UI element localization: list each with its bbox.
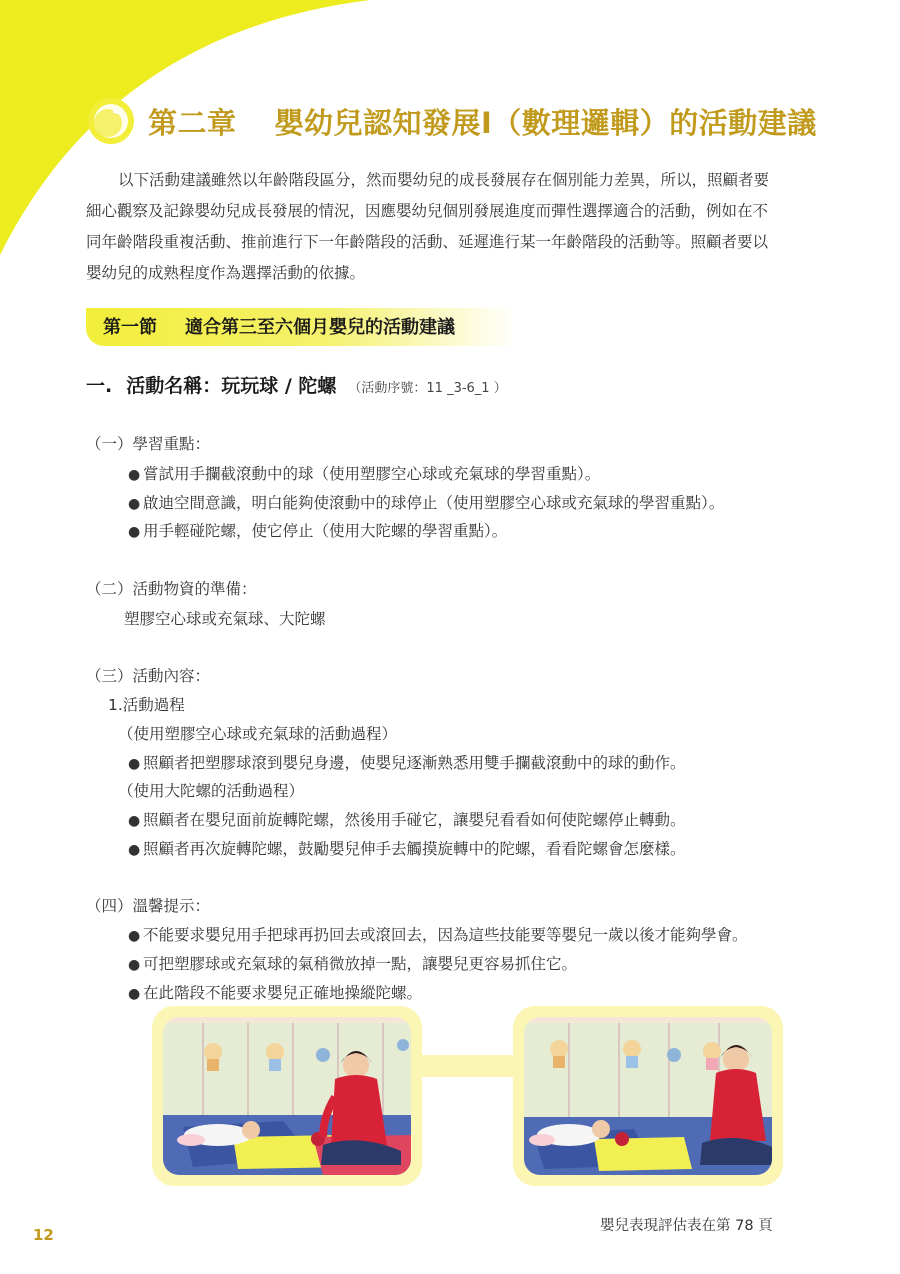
intro-paragraph <box>86 165 818 289</box>
tips-heading: （四）溫馨提示： <box>86 897 211 915</box>
activity-photo <box>524 1017 772 1175</box>
activity-serial: （活動序號：11 _3-6_1 ） <box>348 381 507 396</box>
ball-process-heading: （使用塑膠空心球或充氣球的活動過程） <box>118 725 398 743</box>
ball-process-bullet: ● 照顧者把塑膠球滾到嬰兒身邊，使嬰兒逐漸熟悉用雙手攔截滾動中的球的動作。 <box>128 754 686 772</box>
intro-line: 同年齡階段重複活動、推前進行下一年齡階段的活動、延遲進行某一年齡階段的活動等。照顧者要以 <box>86 233 769 251</box>
top-process-heading: （使用大陀螺的活動過程） <box>118 782 305 800</box>
tips-bullet: ● 在此階段不能要求嬰兒正確地操縱陀螺。 <box>128 984 423 1002</box>
section-label: 第一節 <box>103 317 157 338</box>
top-process-bullet: ● 照顧者再次旋轉陀螺，鼓勵嬰兒伸手去觸摸旋轉中的陀螺，看看陀螺會怎麼樣。 <box>128 840 686 858</box>
tips-bullet: ● 不能要求嬰兒用手把球再扔回去或滾回去，因為這些技能要等嬰兒一歲以後才能夠學會。 <box>128 926 748 944</box>
section-name: 適合第三至六個月嬰兒的活動建議 <box>185 317 455 338</box>
chapter-title <box>148 101 817 142</box>
activity-title <box>86 371 507 398</box>
photo-connector <box>420 1055 520 1077</box>
photo-illustration <box>524 1017 772 1175</box>
learning-bullet: ● 嘗試用手攔截滾動中的球（使用塑膠空心球或充氣球的學習重點）。 <box>128 465 601 483</box>
intro-line: 以下活動建議雖然以年齡階段區分，然而嬰幼兒的成長發展存在個別能力差異，所以，照顧者要 <box>118 171 770 189</box>
chapter-header <box>86 92 817 150</box>
materials-heading: （二）活動物資的準備： <box>86 580 257 598</box>
top-process-bullet: ● 照顧者在嬰兒面前旋轉陀螺，然後用手碰它，讓嬰兒看看如何使陀螺停止轉動。 <box>128 811 686 829</box>
page-number: 12 <box>33 1226 54 1244</box>
activity-photo <box>163 1017 411 1175</box>
learning-bullet: ● 啟迪空間意識，明白能夠使滾動中的球停止（使用塑膠空心球或充氣球的學習重點）。 <box>128 494 725 512</box>
section-title <box>103 313 455 339</box>
learning-heading: （一）學習重點： <box>86 435 211 453</box>
intro-line: 細心觀察及記錄嬰幼兒成長發展的情況，因應嬰幼兒個別發展進度而彈性選擇適合的活動，例如在不 <box>86 202 769 220</box>
chapter-label: 第二章 <box>148 105 237 140</box>
content-heading: （三）活動內容： <box>86 667 211 685</box>
content-subheading: 1.活動過程 <box>108 696 185 714</box>
photo-illustration <box>163 1017 411 1175</box>
activity-number: 一. <box>86 375 113 397</box>
intro-line: 嬰幼兒的成熟程度作為選擇活動的依據。 <box>86 264 366 282</box>
activity-name: 活動名稱：玩玩球 / 陀螺 <box>126 375 337 397</box>
chapter-name: 嬰幼兒認知發展I（數理邏輯）的活動建議 <box>274 105 817 140</box>
photo-frame-left <box>152 1006 422 1186</box>
photo-frame-right <box>513 1006 783 1186</box>
tips-bullet: ● 可把塑膠球或充氣球的氣稍微放掉一點，讓嬰兒更容易抓住它。 <box>128 955 578 973</box>
assessment-page-note: 嬰兒表現評估表在第 78 頁 <box>600 1218 773 1234</box>
chapter-circle-icon <box>86 96 136 146</box>
learning-bullet: ● 用手輕碰陀螺，使它停止（使用大陀螺的學習重點）。 <box>128 522 508 540</box>
materials-text: 塑膠空心球或充氣球、大陀螺 <box>124 610 326 628</box>
